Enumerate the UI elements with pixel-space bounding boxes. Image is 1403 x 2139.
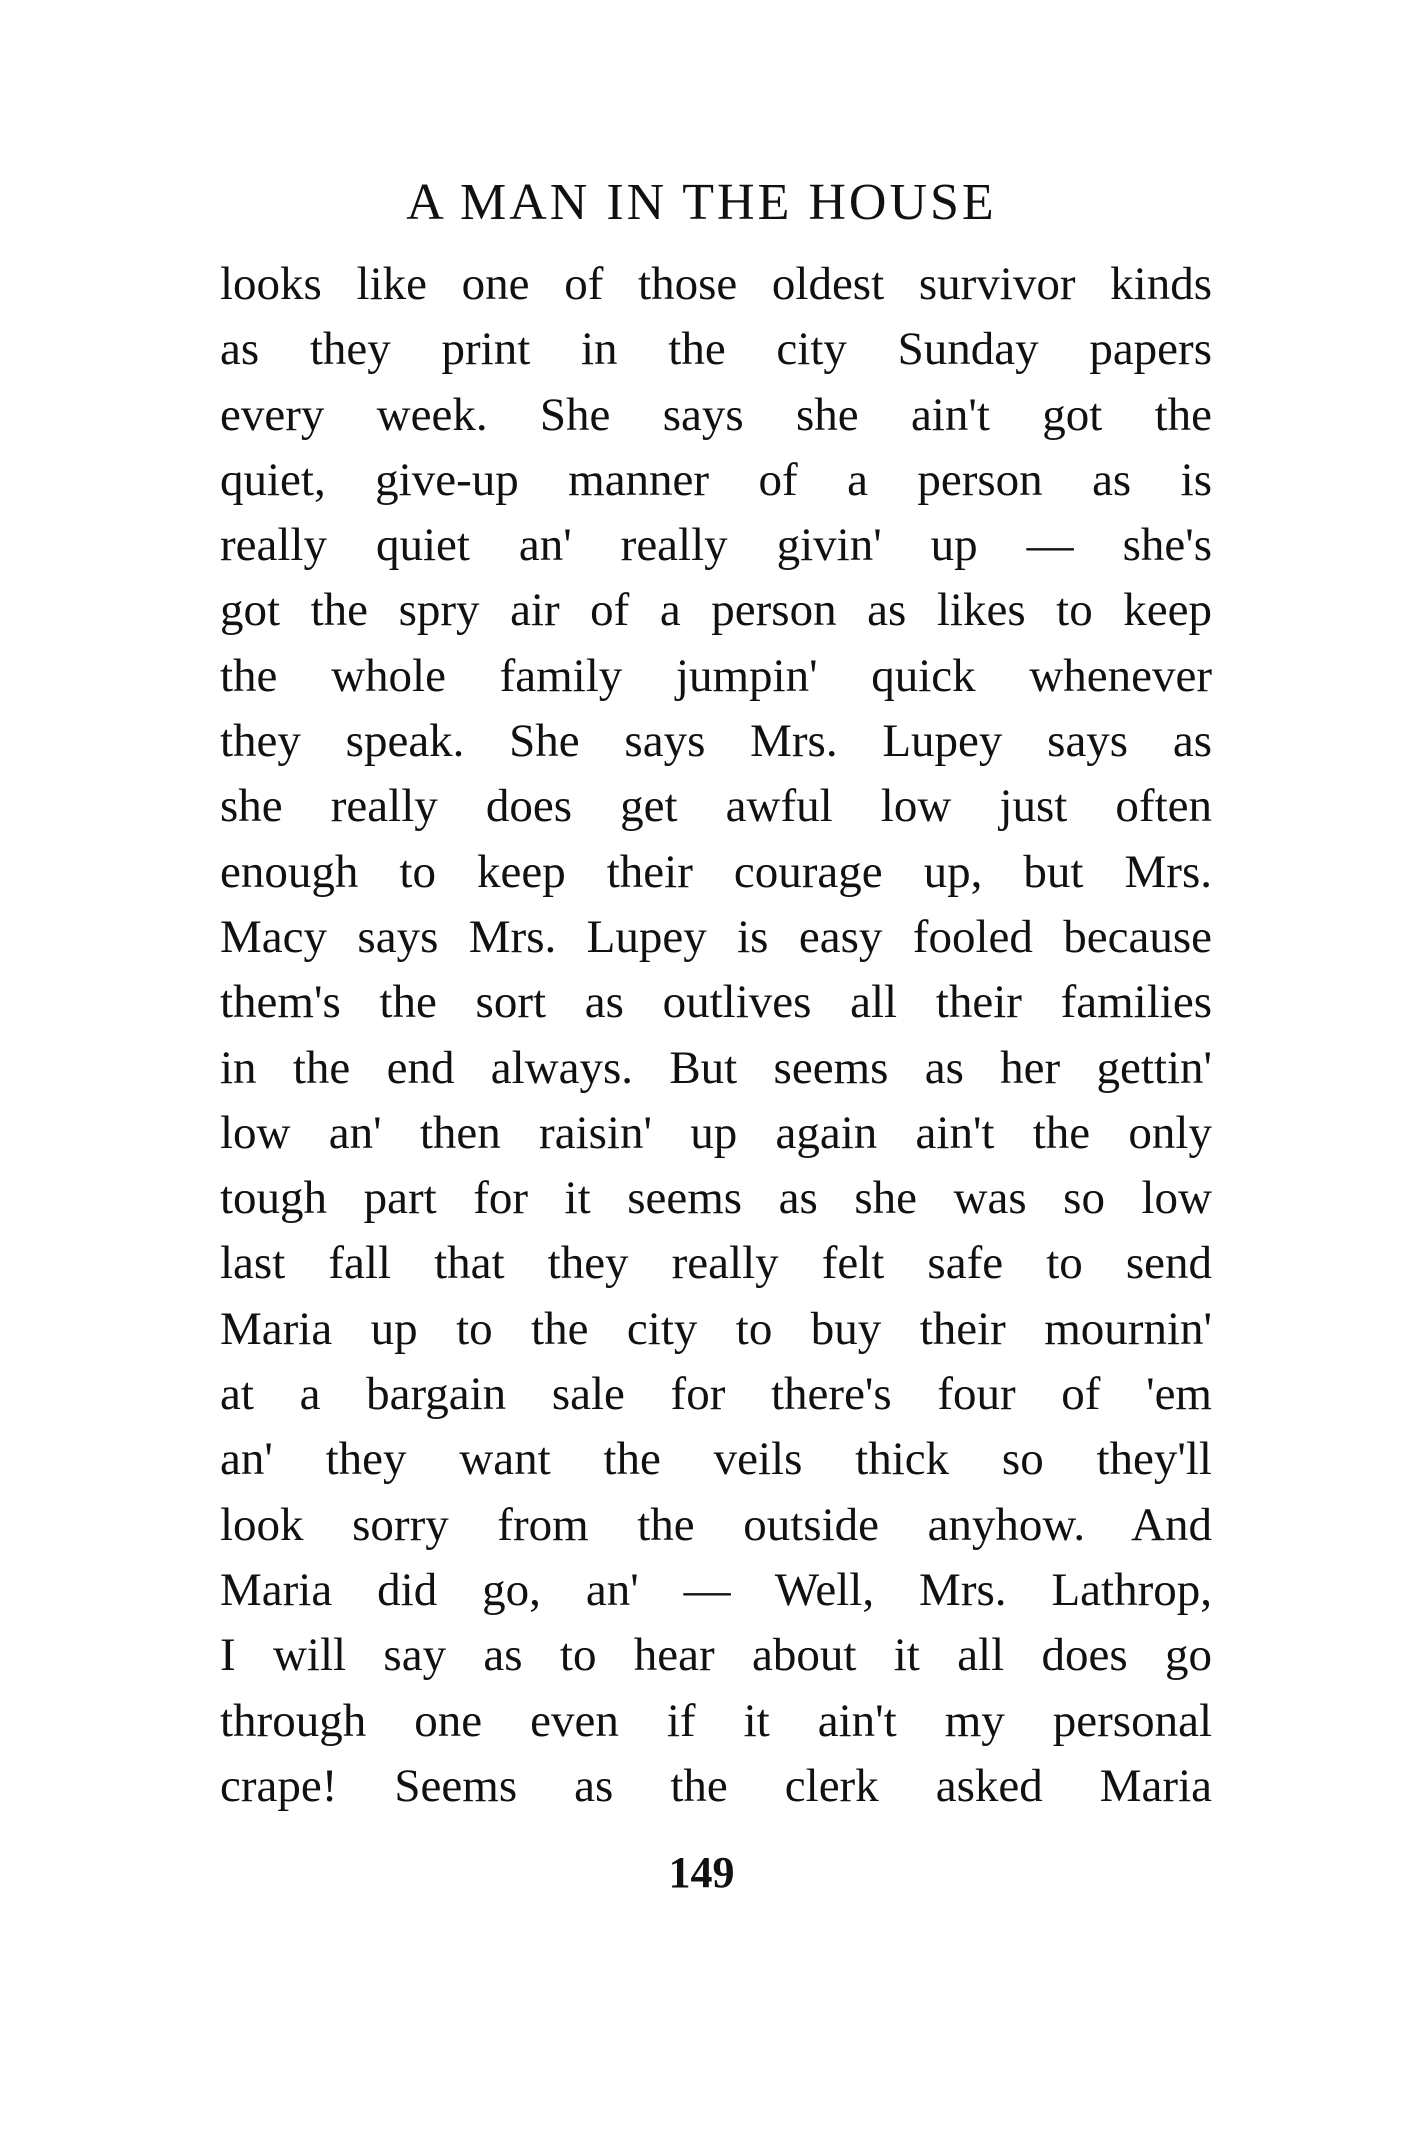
text-line: them's the sort as outlives all their families [220, 976, 1212, 1029]
text-line: quiet, give-up manner of a person as is [220, 453, 1212, 506]
text-line: in the end always. But seems as her gettin' [220, 1041, 1212, 1094]
text-line: tough part for it seems as she was so low [220, 1172, 1212, 1225]
text-line: the whole family jumpin' quick whenever [220, 649, 1212, 702]
text-line: she really does get awful low just often [220, 780, 1212, 833]
text-line: Macy says Mrs. Lupey is easy fooled because [220, 910, 1212, 963]
text-line: at a bargain sale for there's four of 'em [220, 1368, 1212, 1421]
text-line: crape! Seems as the clerk asked Maria [220, 1759, 1212, 1812]
running-title: A MAN IN THE HOUSE [406, 174, 997, 231]
body-text [220, 252, 1212, 1819]
text-line: I will say as to hear about it all does go [220, 1629, 1212, 1682]
text-line: Maria did go, an' — Well, Mrs. Lathrop, [220, 1563, 1212, 1616]
text-line: through one even if it ain't my personal [220, 1694, 1212, 1747]
text-line: look sorry from the outside anyhow. And [220, 1498, 1212, 1551]
page-number: 149 [668, 1848, 735, 1897]
text-line: Maria up to the city to buy their mournin' [220, 1302, 1212, 1355]
text-line: every week. She says she ain't got the [220, 388, 1212, 441]
text-line: as they print in the city Sunday papers [220, 323, 1212, 376]
text-line: got the spry air of a person as likes to keep [220, 584, 1212, 637]
text-line: low an' then raisin' up again ain't the only [220, 1106, 1212, 1159]
text-line: an' they want the veils thick so they'll [220, 1433, 1212, 1486]
text-line: enough to keep their courage up, but Mrs. [220, 845, 1212, 898]
text-line: really quiet an' really givin' up — she's [220, 519, 1212, 572]
text-line: looks like one of those oldest survivor kinds [220, 258, 1212, 310]
text-line: last fall that they really felt safe to send [220, 1237, 1212, 1290]
text-line: they speak. She says Mrs. Lupey says as [220, 715, 1212, 768]
